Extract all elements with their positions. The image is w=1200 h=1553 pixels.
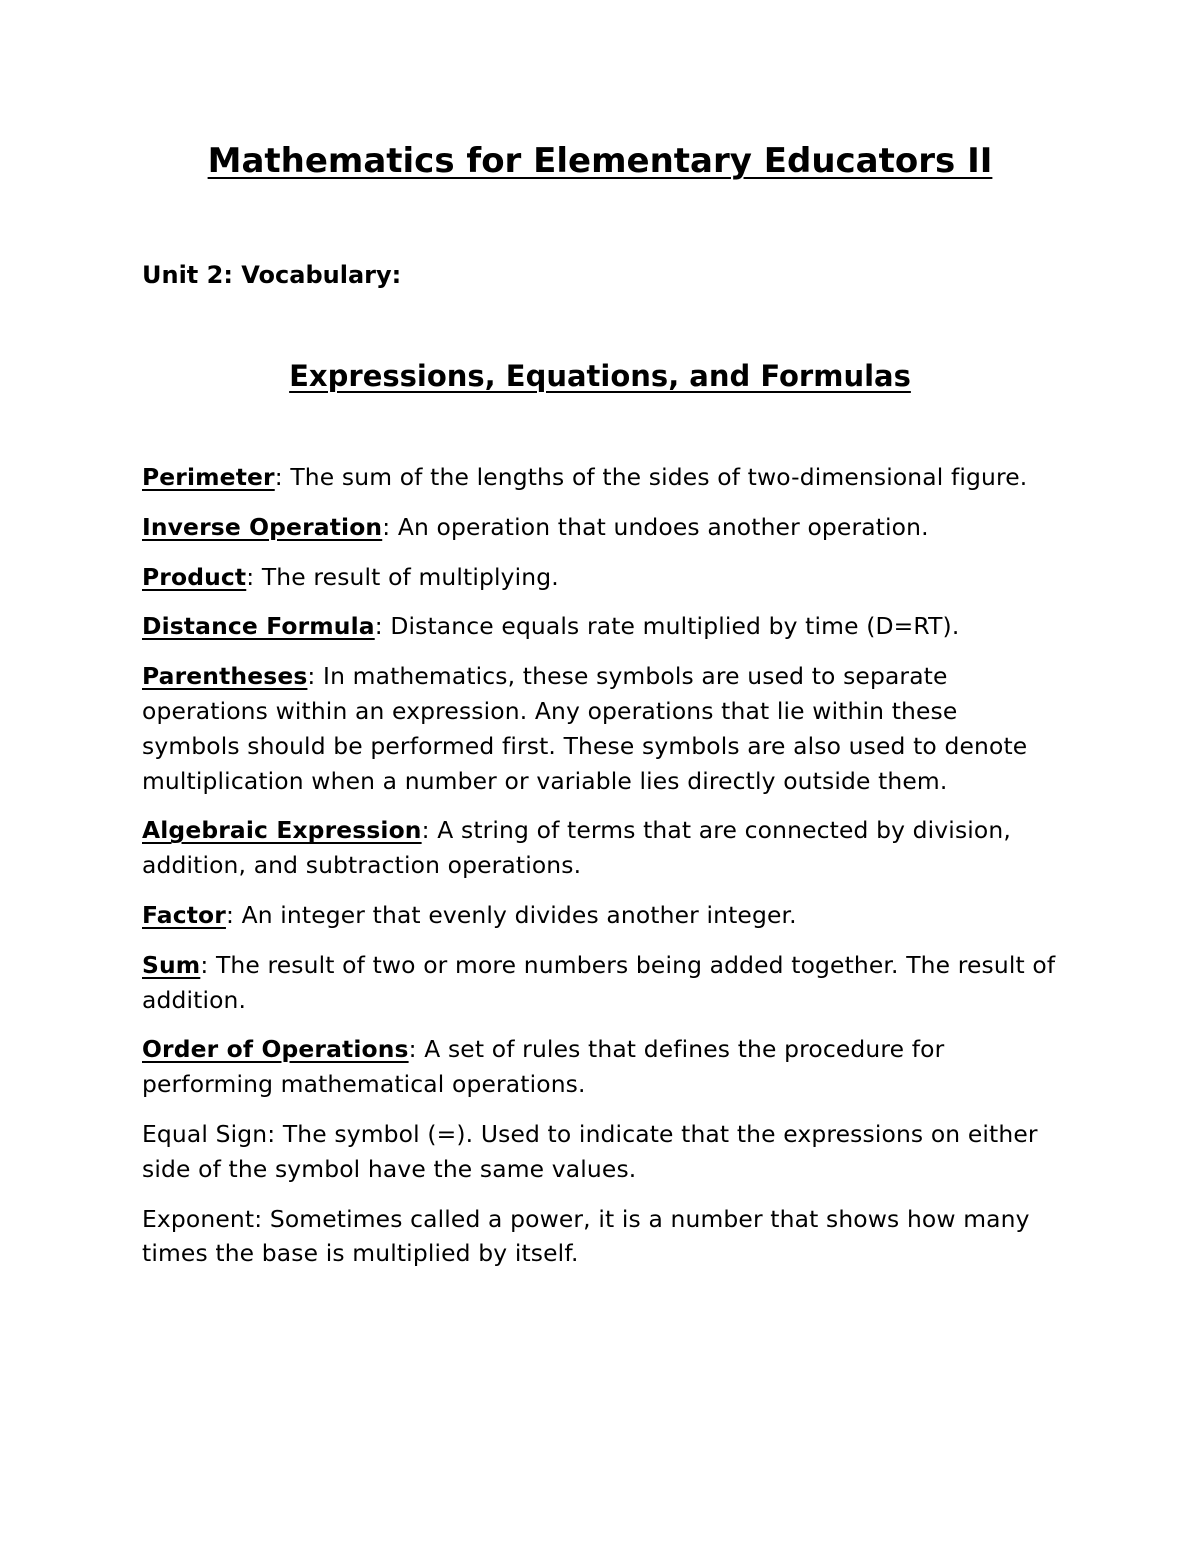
term-separator: :: [267, 1119, 276, 1148]
term-separator: :: [307, 662, 316, 691]
vocabulary-term: Inverse Operation: [142, 512, 383, 541]
vocabulary-definition: An integer that evenly divides another integer.: [233, 900, 797, 929]
vocabulary-definition: The symbol (=). Used to indicate that the expressions on either side of the symbol have the same values.: [142, 1119, 1038, 1183]
vocabulary-entry-distance-formula: [142, 609, 1060, 644]
vocabulary-term: Algebraic Expression: [142, 816, 422, 845]
vocabulary-entry-exponent: [142, 1202, 1060, 1272]
unit-label: Unit 2: Vocabulary:: [142, 261, 402, 289]
vocabulary-definition: A string of terms that are connected by division, addition, and subtraction operations.: [142, 816, 1011, 880]
vocabulary-definition: The result of multiplying.: [254, 562, 559, 591]
vocabulary-entry-algebraic-expression: [142, 813, 1060, 883]
vocabulary-entry-sum: [142, 948, 1060, 1018]
vocabulary-term: Perimeter: [142, 463, 275, 491]
vocabulary-term: Equal Sign: [142, 1119, 268, 1148]
term-separator: :: [200, 950, 209, 979]
vocabulary-term: Exponent: [142, 1204, 255, 1233]
vocabulary-term: Sum: [142, 950, 201, 979]
vocabulary-list: [142, 460, 1060, 1286]
term-separator: :: [254, 1204, 263, 1233]
term-separator: :: [382, 512, 391, 541]
vocabulary-definition: An operation that undoes another operation.: [390, 512, 929, 541]
vocabulary-entry-factor: [142, 898, 1060, 933]
vocabulary-definition: The sum of the lengths of the sides of two-dimensional figure.: [282, 463, 1028, 491]
document-title: Mathematics for Elementary Educators II: [207, 141, 993, 181]
vocabulary-term: Product: [142, 562, 247, 591]
vocabulary-entry-order-of-operations: [142, 1032, 1060, 1102]
vocabulary-definition: A set of rules that defines the procedure for performing mathematical operations.: [142, 1035, 945, 1099]
vocabulary-entry-equal-sign: [142, 1117, 1060, 1187]
vocabulary-definition: In mathematics, these symbols are used to separate operations within an expression. Any operations that lie within these symbols should be performed first. These symbols are also used to denote multiplication when a number or variable lies directly outside them.: [142, 662, 1028, 795]
vocabulary-definition: Distance equals rate multiplied by time (D=RT).: [382, 612, 960, 641]
vocabulary-entry-perimeter: [142, 460, 1060, 495]
vocabulary-entry-parentheses: [142, 659, 1060, 798]
vocabulary-term: Distance Formula: [142, 612, 375, 641]
vocabulary-entry-inverse-operation: [142, 510, 1060, 545]
term-separator: :: [274, 463, 283, 491]
term-separator: :: [225, 900, 234, 929]
term-separator: :: [408, 1035, 417, 1064]
vocabulary-term: Parentheses: [142, 662, 308, 691]
vocabulary-term: Factor: [142, 900, 226, 929]
term-separator: :: [374, 612, 383, 641]
section-title: Expressions, Equations, and Formulas: [289, 359, 911, 393]
vocabulary-entry-product: [142, 560, 1060, 595]
term-separator: :: [246, 562, 255, 591]
term-separator: :: [421, 816, 430, 845]
vocabulary-term: Order of Operations: [142, 1035, 409, 1064]
vocabulary-definition: The result of two or more numbers being added together. The result of addition.: [142, 950, 1056, 1014]
vocabulary-definition: Sometimes called a power, it is a number that shows how many times the base is multiplied by itself.: [142, 1204, 1030, 1268]
